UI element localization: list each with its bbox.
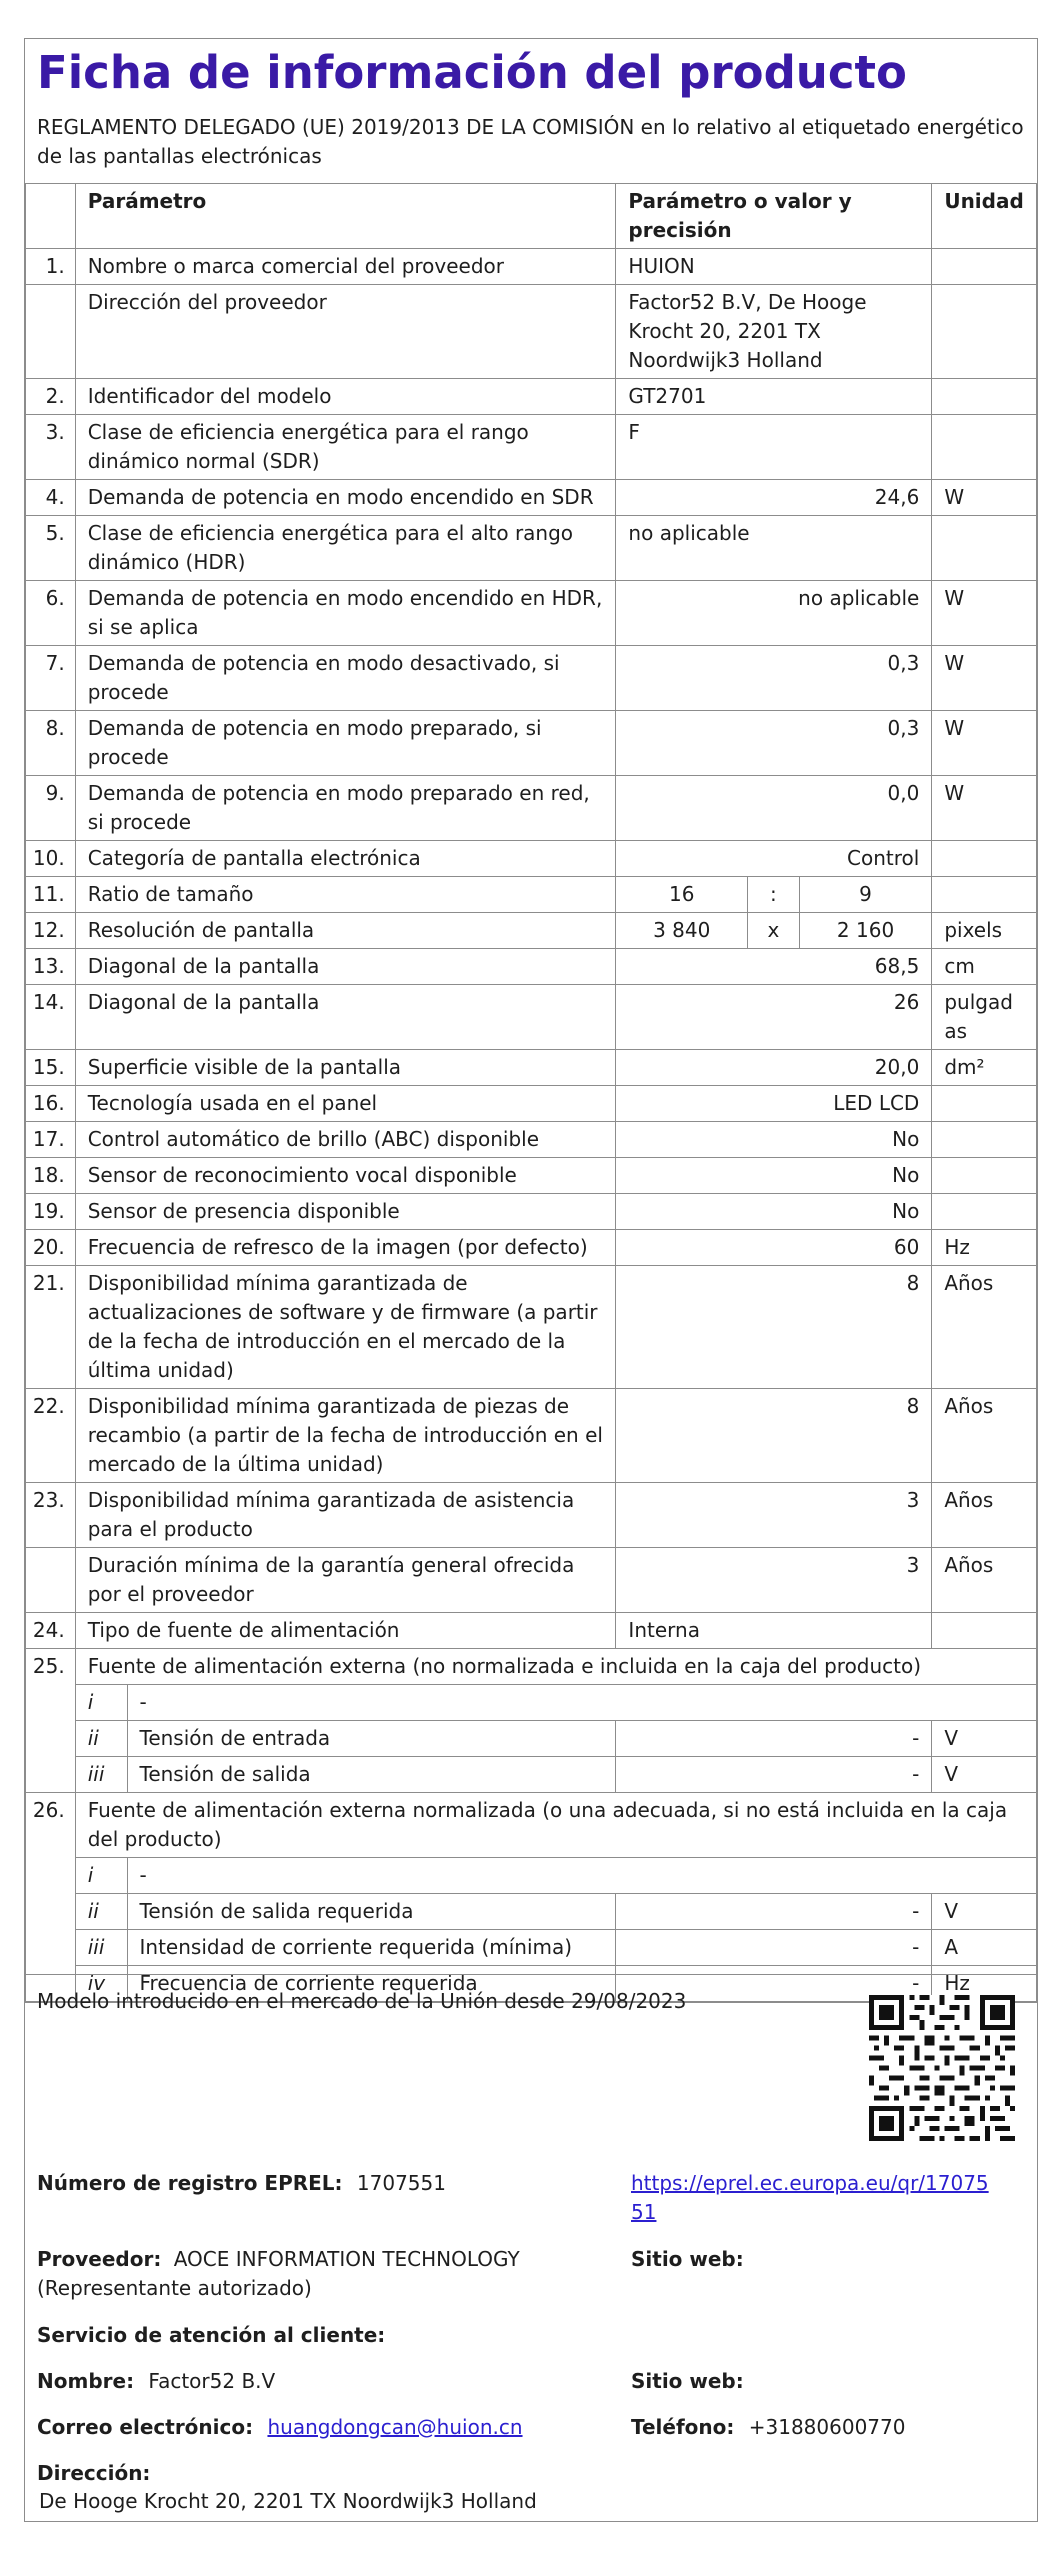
row-param: Tipo de fuente de alimentación bbox=[75, 1613, 616, 1649]
row-value: 3 bbox=[616, 1483, 932, 1548]
row-param: Disponibilidad mínima garantizada de asistencia para el producto bbox=[75, 1483, 616, 1548]
row-param: Diagonal de la pantalla bbox=[75, 949, 616, 985]
row-unit: W bbox=[932, 646, 1037, 711]
row-number: 2. bbox=[26, 379, 76, 415]
table-row bbox=[26, 776, 1037, 841]
table-row bbox=[26, 581, 1037, 646]
row-param: Sensor de reconocimiento vocal disponible bbox=[75, 1158, 616, 1194]
name-value: Factor52 B.V bbox=[148, 2369, 276, 2393]
sub-unit: V bbox=[932, 1721, 1037, 1757]
row-value: 0,3 bbox=[616, 646, 932, 711]
row-unit: pulgadas bbox=[932, 985, 1037, 1050]
row-unit: W bbox=[932, 711, 1037, 776]
sub-label: - bbox=[127, 1858, 1037, 1894]
sub-index: iv bbox=[75, 1966, 127, 2002]
resolution-separator: x bbox=[747, 913, 799, 949]
row-number: 13. bbox=[26, 949, 76, 985]
row-param: Demanda de potencia en modo encendido en HDR, si se aplica bbox=[75, 581, 616, 646]
row-param: Demanda de potencia en modo encendido en SDR bbox=[75, 480, 616, 516]
row-number: 15. bbox=[26, 1050, 76, 1086]
row-unit: Años bbox=[932, 1483, 1037, 1548]
table-row bbox=[26, 249, 1037, 285]
row-value: no aplicable bbox=[616, 516, 932, 581]
table-header bbox=[26, 184, 1037, 249]
resolution-width: 3 840 bbox=[616, 913, 748, 949]
row-value: 20,0 bbox=[616, 1050, 932, 1086]
sub-index: ii bbox=[75, 1894, 127, 1930]
row-number: 17. bbox=[26, 1122, 76, 1158]
name-label: Nombre: bbox=[37, 2369, 135, 2393]
table-row bbox=[26, 1266, 1037, 1389]
provider-label: Proveedor: bbox=[37, 2247, 162, 2271]
email-link[interactable]: huangdongcan@huion.cn bbox=[267, 2415, 523, 2439]
table-row bbox=[26, 877, 1037, 913]
sub-index: i bbox=[75, 1858, 127, 1894]
table-row bbox=[26, 1793, 1037, 1858]
row-param: Disponibilidad mínima garantizada de actualizaciones de software y de firmware (a partir de la fecha de introducción en el mercado de la última unidad) bbox=[75, 1266, 616, 1389]
row-param: Control automático de brillo (ABC) disponible bbox=[75, 1122, 616, 1158]
row-param: Fuente de alimentación externa normalizada (o una adecuada, si no está incluida en la caja del producto) bbox=[75, 1793, 1036, 1858]
row-param: Identificador del modelo bbox=[75, 379, 616, 415]
sub-row bbox=[26, 1894, 1037, 1930]
table-row bbox=[26, 985, 1037, 1050]
table-row bbox=[26, 1389, 1037, 1483]
row-value: 60 bbox=[616, 1230, 932, 1266]
row-unit bbox=[932, 249, 1037, 285]
row-value: 24,6 bbox=[616, 480, 932, 516]
sub-row bbox=[26, 1721, 1037, 1757]
table-row bbox=[26, 1122, 1037, 1158]
row-param: Sensor de presencia disponible bbox=[75, 1194, 616, 1230]
ratio-width: 16 bbox=[616, 877, 748, 913]
sub-row bbox=[26, 1930, 1037, 1966]
sub-label: Tensión de salida requerida bbox=[127, 1894, 616, 1930]
table-row bbox=[26, 1649, 1037, 1685]
row-value: 8 bbox=[616, 1389, 932, 1483]
eprel-footer bbox=[24, 1974, 1038, 2522]
table-row bbox=[26, 379, 1037, 415]
sub-label: Tensión de entrada bbox=[127, 1721, 616, 1757]
header-unit: Unidad bbox=[932, 184, 1037, 249]
address-value: De Hooge Krocht 20, 2201 TX Noordwijk3 Holland bbox=[39, 2489, 537, 2513]
row-param: Superficie visible de la pantalla bbox=[75, 1050, 616, 1086]
row-param: Clase de eficiencia energética para el rango dinámico normal (SDR) bbox=[75, 415, 616, 480]
address-label: Dirección: bbox=[37, 2461, 151, 2485]
table-row bbox=[26, 711, 1037, 776]
row-number: 8. bbox=[26, 711, 76, 776]
header-param: Parámetro bbox=[75, 184, 616, 249]
row-value: No bbox=[616, 1122, 932, 1158]
row-unit: Años bbox=[932, 1266, 1037, 1389]
eprel-number bbox=[37, 2169, 446, 2198]
sub-label: Tensión de salida bbox=[127, 1757, 616, 1793]
sub-unit: A bbox=[932, 1930, 1037, 1966]
row-value: GT2701 bbox=[616, 379, 932, 415]
sub-label: Intensidad de corriente requerida (mínima) bbox=[127, 1930, 616, 1966]
row-value: Interna bbox=[616, 1613, 932, 1649]
row-param: Categoría de pantalla electrónica bbox=[75, 841, 616, 877]
row-unit: dm² bbox=[932, 1050, 1037, 1086]
row-value: 0,3 bbox=[616, 711, 932, 776]
row-number: 19. bbox=[26, 1194, 76, 1230]
row-param: Nombre o marca comercial del proveedor bbox=[75, 249, 616, 285]
sub-index: ii bbox=[75, 1721, 127, 1757]
ratio-height: 9 bbox=[799, 877, 932, 913]
row-number: 9. bbox=[26, 776, 76, 841]
row-unit: W bbox=[932, 581, 1037, 646]
table-row bbox=[26, 1483, 1037, 1548]
row-param: Tecnología usada en el panel bbox=[75, 1086, 616, 1122]
row-param: Resolución de pantalla bbox=[75, 913, 616, 949]
row-number: 22. bbox=[26, 1389, 76, 1483]
row-number: 24. bbox=[26, 1613, 76, 1649]
row-number: 18. bbox=[26, 1158, 76, 1194]
sub-row bbox=[26, 1858, 1037, 1894]
row-number: 3. bbox=[26, 415, 76, 480]
sub-label: Frecuencia de corriente requerida bbox=[127, 1966, 616, 2002]
row-number: 20. bbox=[26, 1230, 76, 1266]
row-value: 26 bbox=[616, 985, 932, 1050]
row-param: Demanda de potencia en modo preparado en red, si procede bbox=[75, 776, 616, 841]
contact-phone bbox=[631, 2413, 905, 2442]
table-row bbox=[26, 646, 1037, 711]
row-number: 5. bbox=[26, 516, 76, 581]
sub-value: - bbox=[616, 1966, 932, 2002]
row-param: Demanda de potencia en modo preparado, si procede bbox=[75, 711, 616, 776]
provider-line bbox=[37, 2245, 611, 2303]
row-value: HUION bbox=[616, 249, 932, 285]
sub-index: iii bbox=[75, 1757, 127, 1793]
row-value: Factor52 B.V, De Hooge Krocht 20, 2201 TX Noordwijk3 Holland bbox=[616, 285, 932, 379]
table-row bbox=[26, 415, 1037, 480]
row-param: Demanda de potencia en modo desactivado, si procede bbox=[75, 646, 616, 711]
row-param: Clase de eficiencia energética para el alto rango dinámico (HDR) bbox=[75, 516, 616, 581]
row-value: F bbox=[616, 415, 932, 480]
table-row bbox=[26, 480, 1037, 516]
customer-service-heading: Servicio de atención al cliente: bbox=[37, 2323, 386, 2347]
row-param: Fuente de alimentación externa (no normalizada e incluida en la caja del producto) bbox=[75, 1649, 1036, 1685]
page-title: Ficha de información del producto bbox=[37, 46, 907, 99]
sub-row bbox=[26, 1757, 1037, 1793]
row-param: Frecuencia de refresco de la imagen (por defecto) bbox=[75, 1230, 616, 1266]
row-unit: Años bbox=[932, 1389, 1037, 1483]
table-row bbox=[26, 1050, 1037, 1086]
table-row bbox=[26, 516, 1037, 581]
table-row bbox=[26, 1194, 1037, 1230]
row-param: Dirección del proveedor bbox=[75, 285, 616, 379]
header-value: Parámetro o valor y precisión bbox=[616, 184, 932, 249]
email-label: Correo electrónico: bbox=[37, 2415, 254, 2439]
spec-table bbox=[25, 183, 1037, 2002]
row-param: Disponibilidad mínima garantizada de piezas de recambio (a partir de la fecha de introducción en el mercado de la última unidad) bbox=[75, 1389, 616, 1483]
row-number: 6. bbox=[26, 581, 76, 646]
row-number: 1. bbox=[26, 249, 76, 285]
phone-value: +31880600770 bbox=[748, 2415, 906, 2439]
sub-value: - bbox=[616, 1721, 932, 1757]
product-info-sheet bbox=[24, 38, 1038, 2003]
row-number: 14. bbox=[26, 985, 76, 1050]
row-unit: cm bbox=[932, 949, 1037, 985]
table-row bbox=[26, 949, 1037, 985]
phone-label: Teléfono: bbox=[631, 2415, 735, 2439]
provider-value: AOCE INFORMATION TECHNOLOGY (Representante autorizado) bbox=[37, 2247, 520, 2300]
sub-unit: Hz bbox=[932, 1966, 1037, 2002]
row-param: Duración mínima de la garantía general ofrecida por el proveedor bbox=[75, 1548, 616, 1613]
row-value: No bbox=[616, 1194, 932, 1230]
row-param: Diagonal de la pantalla bbox=[75, 985, 616, 1050]
row-number: 7. bbox=[26, 646, 76, 711]
sub-value: - bbox=[616, 1757, 932, 1793]
table-row bbox=[26, 1158, 1037, 1194]
row-unit: pixels bbox=[932, 913, 1037, 949]
row-value: 3 bbox=[616, 1548, 932, 1613]
market-date-line: Modelo introducido en el mercado de la Unión desde 29/08/2023 bbox=[37, 1989, 687, 2013]
table-row bbox=[26, 1230, 1037, 1266]
row-unit: Años bbox=[932, 1548, 1037, 1613]
sub-label: - bbox=[127, 1685, 1037, 1721]
website-label: Sitio web: bbox=[631, 2247, 744, 2271]
eprel-value: 1707551 bbox=[356, 2171, 446, 2195]
sub-index: iii bbox=[75, 1930, 127, 1966]
table-row bbox=[26, 841, 1037, 877]
row-number: 10. bbox=[26, 841, 76, 877]
row-param: Ratio de tamaño bbox=[75, 877, 616, 913]
row-unit: W bbox=[932, 776, 1037, 841]
row-number: 21. bbox=[26, 1266, 76, 1389]
row-value: no aplicable bbox=[616, 581, 932, 646]
row-value: LED LCD bbox=[616, 1086, 932, 1122]
ratio-separator: : bbox=[747, 877, 799, 913]
sub-value: - bbox=[616, 1930, 932, 1966]
sub-unit: V bbox=[932, 1894, 1037, 1930]
table-row bbox=[26, 1613, 1037, 1649]
row-number: 4. bbox=[26, 480, 76, 516]
row-value: 0,0 bbox=[616, 776, 932, 841]
row-value: 8 bbox=[616, 1266, 932, 1389]
sub-unit: V bbox=[932, 1757, 1037, 1793]
page-subtitle: REGLAMENTO DELEGADO (UE) 2019/2013 DE LA COMISIÓN en lo relativo al etiquetado energético de las pantallas electrónicas bbox=[37, 115, 1024, 168]
row-number: 23. bbox=[26, 1483, 76, 1548]
qr-code-icon[interactable] bbox=[869, 1995, 1015, 2141]
row-number: 26. bbox=[26, 1793, 76, 2002]
row-number: 12. bbox=[26, 913, 76, 949]
row-number: 25. bbox=[26, 1649, 76, 1793]
table-row bbox=[26, 285, 1037, 379]
contact-name bbox=[37, 2367, 275, 2396]
eprel-link[interactable]: https://eprel.ec.europa.eu/qr/1707551 bbox=[631, 2171, 989, 2224]
row-value: 68,5 bbox=[616, 949, 932, 985]
table-row bbox=[26, 1086, 1037, 1122]
website2-label: Sitio web: bbox=[631, 2369, 744, 2393]
table-row bbox=[26, 913, 1037, 949]
sub-value: - bbox=[616, 1894, 932, 1930]
row-value: Control bbox=[616, 841, 932, 877]
row-number: 16. bbox=[26, 1086, 76, 1122]
sub-index: i bbox=[75, 1685, 127, 1721]
row-unit: Hz bbox=[932, 1230, 1037, 1266]
row-unit: W bbox=[932, 480, 1037, 516]
resolution-height: 2 160 bbox=[799, 913, 932, 949]
eprel-label: Número de registro EPREL: bbox=[37, 2171, 343, 2195]
row-value: No bbox=[616, 1158, 932, 1194]
contact-email bbox=[37, 2413, 523, 2442]
table-row bbox=[26, 1548, 1037, 1613]
row-number: 11. bbox=[26, 877, 76, 913]
sub-row bbox=[26, 1685, 1037, 1721]
